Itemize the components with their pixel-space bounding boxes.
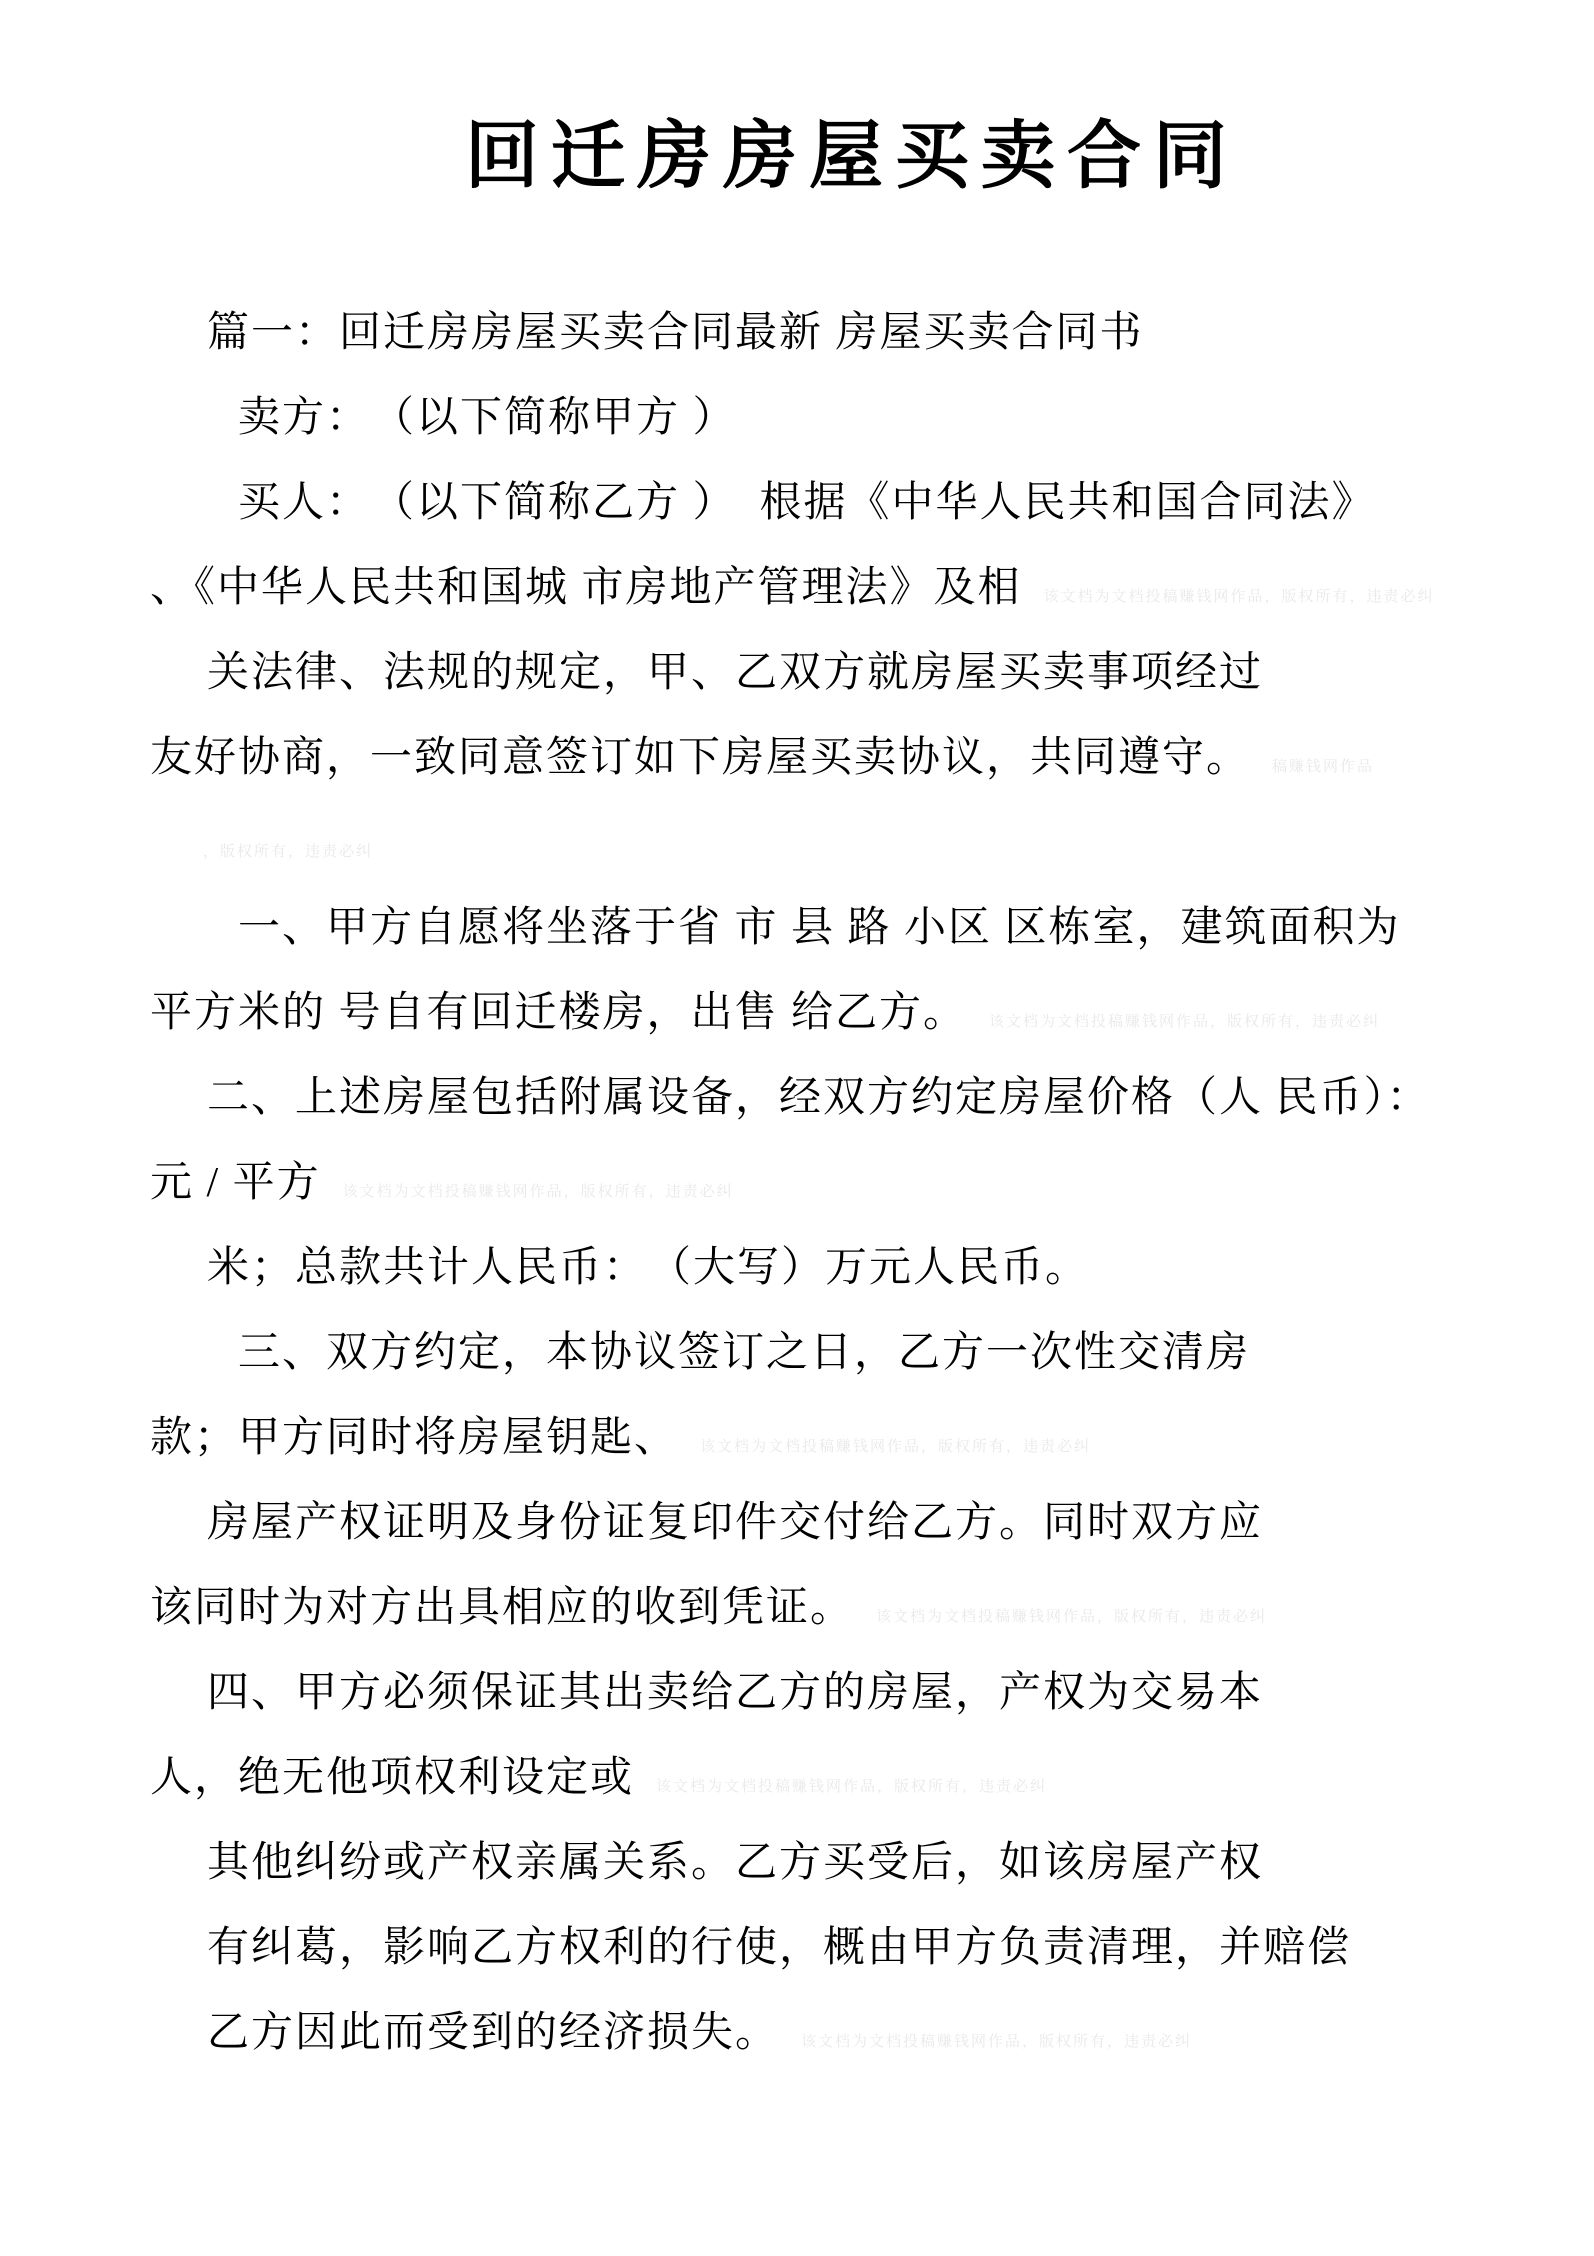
line-text: 卖方： （以下简称甲方 ） [238, 395, 737, 441]
paragraph-line [150, 886, 1554, 971]
paragraph-line [150, 1566, 1554, 1651]
line-text: 房屋产权证明及身份证复印件交付给乙方。同时双方应 [207, 1500, 1264, 1546]
document-title: 回迁房房屋买卖合同 [465, 114, 1239, 197]
watermark-text: 该文档为文档投稿赚钱网作品，版权所有，违责必纠 [989, 1013, 1381, 1030]
line-text: 该同时为对方出具相应的收到凭证。 [150, 1585, 855, 1631]
line-text: 一、甲方自愿将坐落于省 市 县 路 小区 区栋室，建筑面积为 [238, 905, 1401, 951]
line-text: 款；甲方同时将房屋钥匙、 [150, 1415, 679, 1461]
paragraph-line [150, 716, 1554, 801]
line-text: 友好协商，一致同意签订如下房屋买卖协议，共同遵守。 [150, 735, 1251, 781]
line-text: 四、甲方必须保证其出卖给乙方的房屋，产权为交易本 [207, 1670, 1264, 1716]
watermark-text: 该文档为文档投稿赚钱网作品，版权所有，违责必纠 [342, 1183, 734, 1200]
watermark-text: 该文档为文档投稿赚钱网作品，版权所有，违责必纠 [656, 1778, 1048, 1795]
line-text: 二、上述房屋包括附属设备，经双方约定房屋价格（人 民币）： [207, 1075, 1431, 1121]
paragraph-line [150, 1906, 1554, 1991]
watermark-text: 该文档为文档投稿赚钱网作品，版权所有，违责必纠 [876, 1608, 1268, 1625]
paragraph-line [150, 461, 1554, 546]
line-text: 关法律、法规的规定，甲、乙双方就房屋买卖事项经过 [207, 650, 1264, 696]
paragraph-line [150, 1651, 1554, 1736]
paragraph-line [150, 1821, 1554, 1906]
line-text: 买人： （以下简称乙方 ） 根据《中华人民共和国合同法》 [238, 480, 1376, 526]
line-text: 篇一：回迁房房屋买卖合同最新 房屋买卖合同书 [207, 310, 1144, 356]
watermark-text: 该文档为文档投稿赚钱网作品，版权所有，违责必纠 [700, 1438, 1092, 1455]
watermark-text: 该文档为文档投稿赚钱网作品，版权所有，违责必纠 [1043, 588, 1435, 605]
line-text: 其他纠纷或产权亲属关系。乙方买受后，如该房屋产权 [207, 1840, 1264, 1886]
watermark-text: 该文档为文档投稿赚钱网作品，版权所有，违责必纠 [801, 2033, 1193, 2050]
paragraph-line [150, 1991, 1554, 2076]
line-text: 平方米的 号自有回迁楼房，出售 给乙方。 [150, 990, 968, 1036]
paragraph-line [150, 1226, 1554, 1311]
paragraph-line [150, 1141, 1554, 1226]
line-text: 元 / 平方 [150, 1160, 321, 1206]
paragraph-line [150, 971, 1554, 1056]
paragraph-line [150, 376, 1554, 461]
watermark-text: 稿赚钱网作品 [1272, 758, 1375, 775]
paragraph-line [150, 1481, 1554, 1566]
document-body [150, 291, 1554, 2076]
paragraph-line [150, 291, 1554, 376]
paragraph-line [150, 631, 1554, 716]
line-text: 米；总款共计人民币： （大写）万元人民币。 [207, 1245, 1090, 1291]
watermark-line [150, 801, 1554, 886]
paragraph-line [150, 1311, 1554, 1396]
paragraph-line [150, 546, 1554, 631]
line-text: 人，绝无他项权利设定或 [150, 1755, 635, 1801]
watermark-text: ，版权所有，违责必纠 [203, 843, 374, 860]
line-text: 三、双方约定，本协议签订之日，乙方一次性交清房 [238, 1330, 1251, 1376]
paragraph-line [150, 1736, 1554, 1821]
paragraph-line [150, 1396, 1554, 1481]
line-text: 有纠葛，影响乙方权利的行使，概由甲方负责清理，并赔偿 [207, 1925, 1352, 1971]
line-text: 、《中华人民共和国城 市房地产管理法》及相 [150, 565, 1022, 611]
line-text: 乙方因此而受到的经济损失。 [207, 2010, 780, 2056]
paragraph-line [150, 1056, 1554, 1141]
